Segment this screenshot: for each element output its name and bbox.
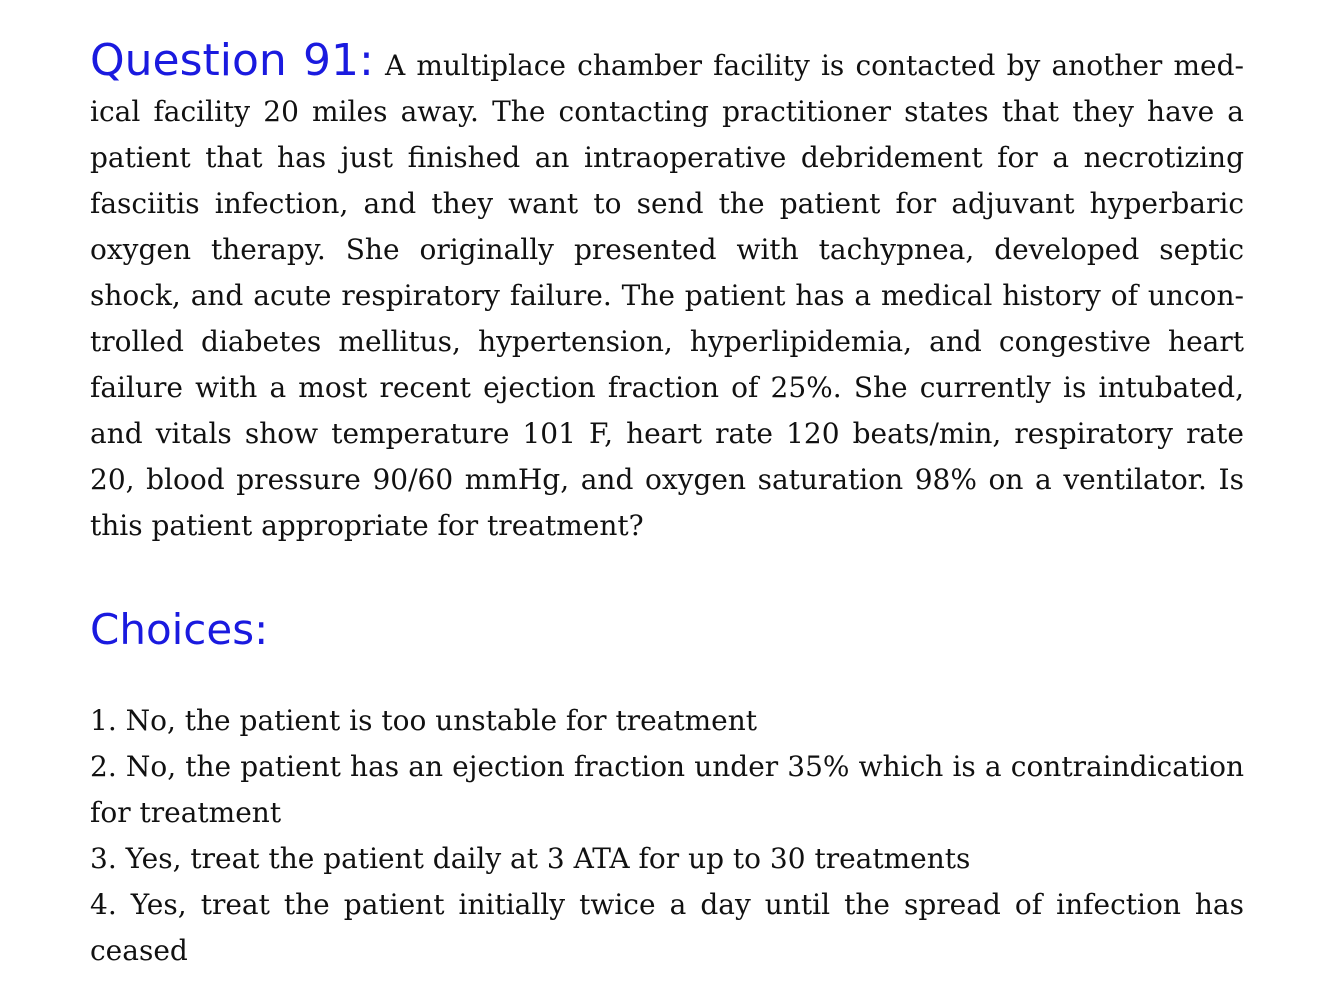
question-page [90, 35, 1244, 967]
choice-1: 1. No, the patient is too unstable for treatment [90, 704, 757, 737]
choice-2: 2. No, the patient has an ejection fraction under 35% which is a contraindication for treatment [90, 750, 1244, 829]
question-text: A multiplace chamber facility is contacted by another medical facility 20 miles away. The contacting practitioner states that they have a patient that has just finished an intraoperative debridement for a necrotizing fasciitis infection, and they want to send the patient for adjuvant hyperbaric oxygen therapy. She originally presented with tachypnea, developed septic shock, and acute respiratory failure. The patient has a medical history of uncontrolled diabetes mellitus, hypertension, hyperlipidemia, and congestive heart failure with a most recent ejection fraction of 25%. She currently is intubated, and vitals show temperature 101 F, heart rate 120 beats/min, respiratory rate 20, blood pressure 90/60 mmHg, and oxygen saturation 98% on a ventilator. Is this patient appropriate for treatment? [90, 49, 1244, 542]
choices-list [90, 698, 1244, 974]
choice-4: 4. Yes, treat the patient initially twice a day until the spread of infection has ceased [90, 888, 1244, 967]
question-label: Question 91: [90, 35, 374, 86]
choices-heading: Choices: [90, 605, 269, 654]
question-paragraph [90, 35, 1244, 549]
choice-3: 3. Yes, treat the patient daily at 3 ATA for up to 30 treatments [90, 842, 971, 875]
